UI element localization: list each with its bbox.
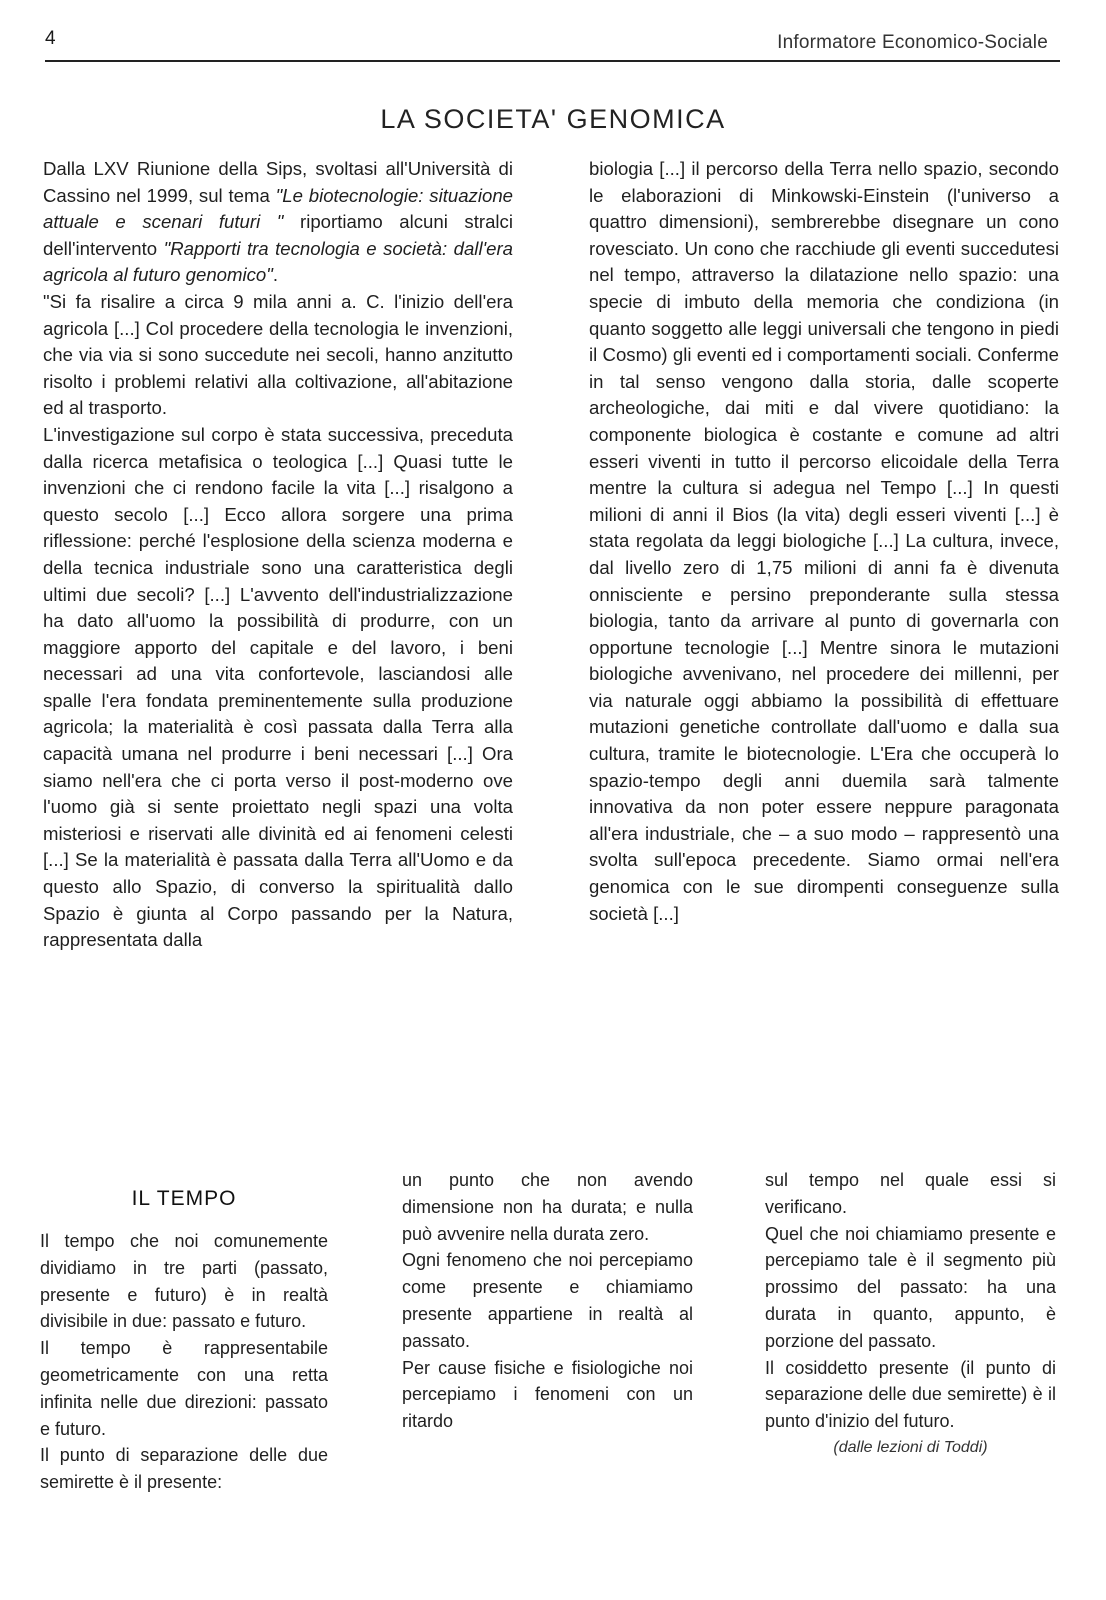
box-paragraph: Il cosiddetto presente (il punto di separazione delle due semirette) è il punto d'inizio del futuro. (765, 1357, 1056, 1432)
intro-text-3: . (272, 264, 279, 286)
intro-text-2: riportiamo alcuni stralci dell'intervento (43, 211, 513, 259)
box-title: IL TEMPO (131, 1187, 237, 1211)
box-paragraph: un punto che non avendo dimensione non ha durata; e nulla può avvenire nella durata zero. (402, 1170, 693, 1244)
box-column-3 (765, 1167, 1056, 1462)
box-paragraph: Per cause fisiche e fisiologiche noi percepiamo i fenomeni con un ritardo (402, 1357, 693, 1432)
page-number: 4 (45, 28, 56, 49)
article-paragraph: biologia [...] il percorso della Terra nello spazio, secondo le elaborazioni di Minkowski-Einstein (l'universo a quattro dimensioni), sembrerebbe disegnare un cono rovesciato. Un cono che racchiude gli eventi succedutesi nel tempo, attraverso la dilatazione nello spazio: una specie di imbuto della memoria che condiziona (in quanto soggetto alle leggi universali che tengono in piedi il Cosmo) gli eventi ed i comportamenti sociali. Conferme in tal senso vengono dalla storia, dalle scoperte archeologiche, dai miti e dal vivere quotidiano: la componente biologica è costante e comune ad altri esseri viventi in tutto il percorso elicoidale della Terra mentre la cultura si adegua nel Tempo [...] In questi milioni di anni il Bios (la vita) degli esseri viventi [...] è stata regolata da leggi biologiche [...] La cultura, invece, dal livello zero di 1,75 milioni di anni fa è divenuta onnisciente e persino preponderante sulla stessa biologia, tanto da arrivare al punto di governarla con opportune tecnologie [...] Mentre sinora le mutazioni biologiche avvenivano, nel procedere dei millenni, per via naturale oggi abbiamo la possibilità di effettuare mutazioni genetiche controllate dall'uomo e dalla sua cultura, tramite le biotecnologie. L'Era che occuperà lo spazio-tempo degli anni duemila sarà talmente innovativa da non poter essere neppure paragonata all'era industriale, che – a suo modo – rappresentò una svolta sull'epoca precedente. Siamo ormai nell'era genomica con le sue dirompenti conseguenze sulla società [...] (589, 158, 1059, 924)
box-paragraph: Ogni fenomeno che noi percepiamo come presente e chiamiamo presente appartiene in realtà al passato. (402, 1250, 693, 1351)
journal-name: Informatore Economico-Sociale (777, 32, 1048, 53)
box-paragraph: Quel che noi chiamiamo presente e percepiamo tale è il segmento più prossimo del passato: ha una durata in quanto, appunto, è porzione del passato. (765, 1223, 1056, 1351)
article-paragraph: "Si fa risalire a circa 9 mila anni a. C. l'inizio dell'era agricola [...] Col procedere della tecnologia le invenzioni, che via via si sono succedute nei secoli, hanno anzitutto risolto i problemi relativi alla coltivazione, all'abitazione ed al trasporto. (43, 290, 513, 419)
box-paragraph: Il tempo è rappresentabile geometricamente con una retta infinita nelle due direzioni: passato e futuro. (40, 1338, 328, 1439)
box-paragraph: sul tempo nel quale essi si verificano. (765, 1170, 1056, 1217)
article-paragraph: L'investigazione sul corpo è stata successiva, preceduta dalla ricerca metafisica o teologica [...] Quasi tutte le invenzioni che ci rendono facile la vita [...] risalgono a questo secolo [...] Ecco allora sorgere una prima riflessione: perché l'esplosione della scienza moderna e della tecnica industriale sono una caratteristica degli ultimi due secoli? [...] L'avvento dell'industrializzazione ha dato all'uomo la possibilità di produrre, con un maggiore apporto del capitale e del lavoro, i beni necessari ad una vita confortevole, lasciandosi alle spalle l'era fondata preminentemente sulla produzione agricola; la materialità è così passata dalla Terra alla capacità umana nel produrre i beni necessari [...] Ora siamo nell'era che ci porta verso il post-moderno ove l'uomo già si sente proiettato negli spazi una volta misteriosi e riservati alle divinità ed ai fenomeni celesti [...] Se la materialità è passata dalla Terra all'Uomo e da questo allo Spazio, di converso la spiritualità dallo Spazio è giunta al Corpo passando per la Natura, rappresentata dalla (43, 423, 513, 951)
box-paragraph: Il punto di separazione delle due semirette è il presente: (40, 1445, 328, 1493)
box-column-1 (40, 1228, 328, 1496)
source-credit: (dalle lezioni di Toddi) (833, 1438, 988, 1456)
article-column-right (589, 156, 1059, 927)
article-column-left (43, 156, 513, 954)
symposium-topic: "Le biotecnologie: situazione attuale e scenari futuri " (43, 184, 513, 233)
article-title: LA SOCIETA' GENOMICA (380, 104, 726, 135)
intro-text: Dalla LXV Riunione della Sips, svoltasi all'Università di Cassino nel 1999, sul tema (43, 158, 513, 206)
talk-title: "Rapporti tra tecnologia e società: dall'era agricola al futuro genomico" (43, 237, 513, 286)
article-intro (43, 156, 513, 289)
box-paragraph: Il tempo che noi comunemente dividiamo in tre parti (passato, presente e futuro) è in realtà divisibile in due: passato e futuro. (40, 1231, 328, 1332)
box-column-2 (402, 1167, 693, 1435)
page-header (45, 26, 1060, 62)
